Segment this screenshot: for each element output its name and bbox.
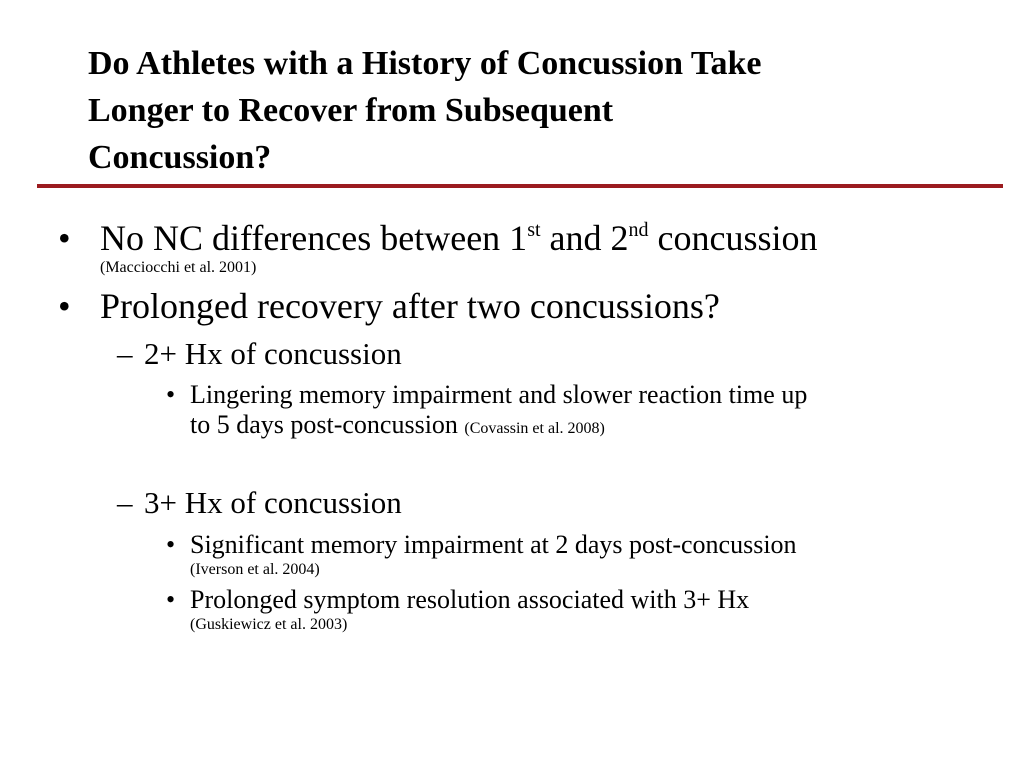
bullet-prolonged-recovery: Prolonged recovery after two concussions? xyxy=(100,286,720,326)
citation-iverson: (Iverson et al. 2004) xyxy=(190,561,320,578)
sub-sub-bullet-lingering-line-2 xyxy=(190,410,605,444)
citation-covassin: (Covassin et al. 2008) xyxy=(464,420,605,437)
dash-marker: – xyxy=(117,485,133,520)
title-divider xyxy=(37,184,1003,188)
bullet-text-part-a: No NC differences between 1 xyxy=(100,218,528,258)
bullet-marker: • xyxy=(166,530,176,559)
superscript-nd: nd xyxy=(628,219,649,241)
title-line-1: Do Athletes with a History of Concussion Take xyxy=(88,45,762,82)
bullet-nc-differences-marker xyxy=(58,218,71,258)
bullet-text-part-c: concussion xyxy=(648,218,818,258)
title-line-2: Longer to Recover from Subsequent xyxy=(88,92,614,129)
superscript-st: st xyxy=(527,219,541,241)
title-line-3: Concussion? xyxy=(88,139,272,176)
bullet-marker: • xyxy=(58,286,71,326)
dash-marker: – xyxy=(117,336,133,371)
slide-title xyxy=(88,40,988,181)
sub-sub-bullet-lingering-line-1: Lingering memory impairment and slower reaction time up xyxy=(190,380,808,409)
bullet-text-part-b: and 2 xyxy=(540,218,629,258)
bullet-nc-differences xyxy=(100,218,818,258)
sub-sub-bullet-prolonged-symptom: Prolonged symptom resolution associated with 3+ Hx xyxy=(190,585,750,614)
citation-guskiewicz: (Guskiewicz et al. 2003) xyxy=(190,616,348,633)
sub-bullet-3-plus-hx: 3+ Hx of concussion xyxy=(144,485,402,520)
sub-sub-bullet-significant-memory: Significant memory impairment at 2 days post-concussion xyxy=(190,530,797,559)
citation-macciocchi: (Macciocchi et al. 2001) xyxy=(100,259,257,276)
sub-bullet-2-plus-hx: 2+ Hx of concussion xyxy=(144,336,402,371)
bullet-marker: • xyxy=(58,218,71,258)
lingering-text: to 5 days post-concussion xyxy=(190,410,465,439)
bullet-marker: • xyxy=(166,585,176,614)
bullet-prolonged-recovery-marker xyxy=(58,286,71,326)
bullet-marker: • xyxy=(166,380,176,409)
